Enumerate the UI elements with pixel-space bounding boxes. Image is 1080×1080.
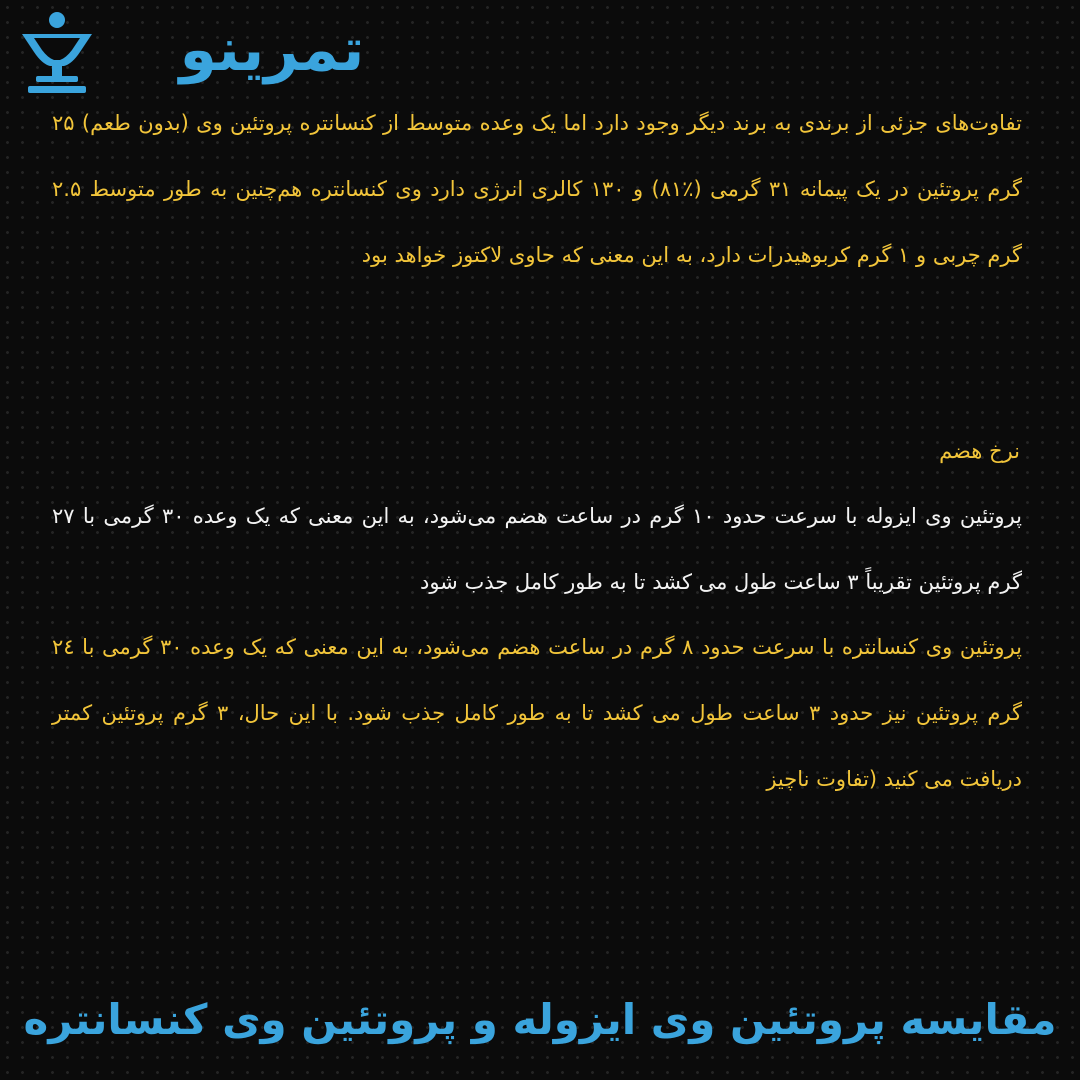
trophy-icon [14,8,100,96]
brand-logo [14,8,444,98]
isolate-paragraph: پروتئین وی ایزوله با سرعت حدود ۱۰ گرم در ساعت هضم می‌شود، به این معنی که یک وعده ۳۰ گرمی با ۲۷ گرم پروتئین تقریباً ۳ ساعت طول می کشد تا به طور کامل جذب شود [52,504,1022,594]
logo-wordmark: تمرینو [179,15,365,85]
concentrate-paragraph: پروتئین وی کنسانتره با سرعت حدود ۸ گرم در ساعت هضم می‌شود، به این معنی که یک وعده ۳۰ گرمی با ۲٤ گرم پروتئین نیز حدود ۳ ساعت طول می کشد تا به طور کامل جذب شود. با این حال، ۳ گرم پروتئین کمتر دریافت می کنید (تفاوت ناچیز [52,635,1022,791]
digest-heading: نرخ هضم [939,439,1020,463]
footer-title: مقایسه پروتئین وی ایزوله و پروتئین وی کنسانتره [23,995,1057,1044]
intro-paragraph: تفاوت‌های جزئی از برندی به برند دیگر وجود دارد اما یک وعده متوسط از کنسانتره پروتئین وی (بدون طعم) ۲۵ گرم پروتئین در یک پیمانه ۳۱ گرمی (٪۸۱) و ۱۳۰ کالری انرژی دارد وی کنسانتره هم‌چنین به طور متوسط ۲.۵ گرم چربی و ۱ گرم کربوهیدرات دارد، به این معنی که حاوی لاکتوز خواهد بود [52,111,1023,267]
